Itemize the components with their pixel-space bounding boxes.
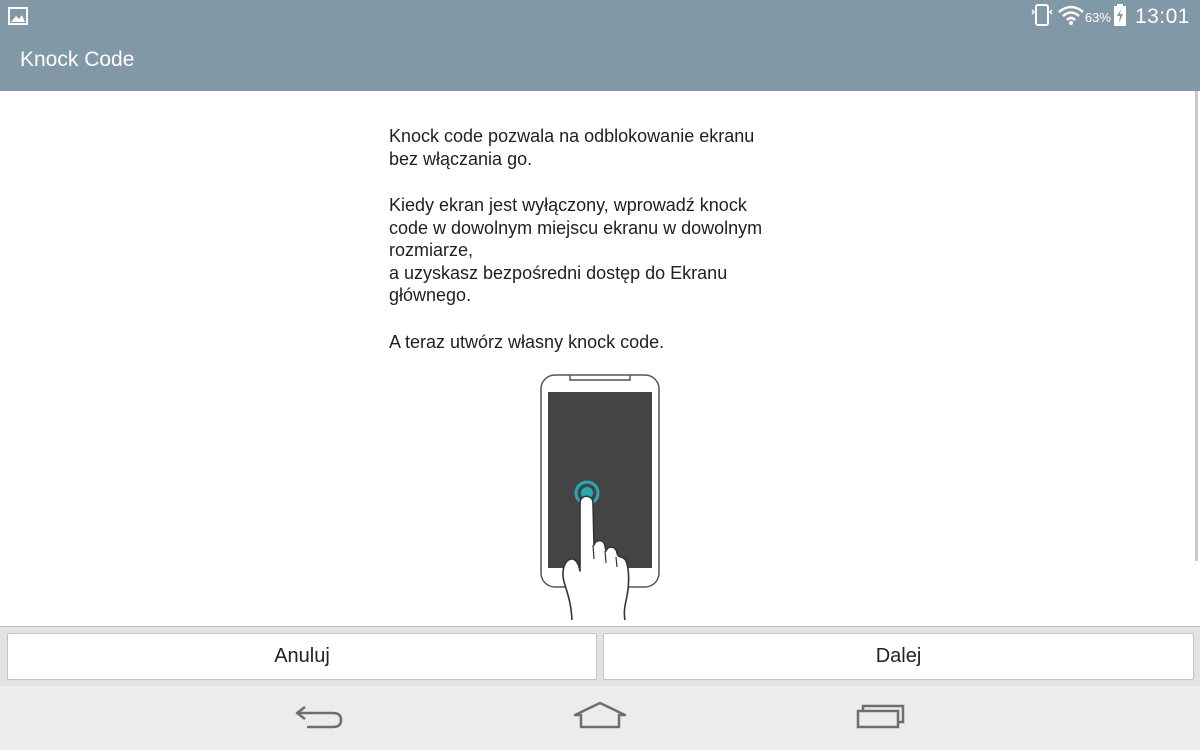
- scrollbar[interactable]: [1195, 91, 1198, 561]
- navigation-bar: [0, 686, 1200, 750]
- recent-apps-icon: [854, 701, 906, 736]
- recent-apps-button[interactable]: [845, 698, 915, 738]
- wifi-icon: [1058, 4, 1084, 31]
- clock: 13:01: [1134, 5, 1190, 28]
- phone-tap-illustration: [538, 373, 668, 626]
- battery-percent: 63%: [1084, 9, 1111, 25]
- instructions-paragraph: Kiedy ekran jest wyłączony, wprowadź knock code w dowolnym miejscu ekranu w dowolnym rozmiarze, a uzyskasz bezpośredni dostęp do Ekranu głównego.: [389, 195, 763, 305]
- vibrate-icon: [1030, 3, 1054, 32]
- cancel-button[interactable]: Anuluj: [7, 633, 597, 680]
- action-bar: [0, 34, 1200, 91]
- back-button[interactable]: [285, 698, 355, 738]
- back-icon: [293, 701, 347, 736]
- status-bar: [0, 0, 1200, 34]
- home-icon: [572, 701, 628, 736]
- status-indicators: [1030, 0, 1190, 34]
- page-title: Knock Code: [20, 48, 135, 71]
- button-bar: [0, 626, 1200, 686]
- description-text: [389, 125, 829, 377]
- prompt-paragraph: A teraz utwórz własny knock code.: [389, 331, 665, 352]
- battery-charging-icon: [1113, 3, 1127, 32]
- home-button[interactable]: [565, 698, 635, 738]
- intro-paragraph: Knock code pozwala na odblokowanie ekranu bez włączania go.: [389, 126, 755, 169]
- gallery-icon: [8, 6, 28, 31]
- content-area[interactable]: [0, 91, 1200, 626]
- next-button[interactable]: Dalej: [603, 633, 1194, 680]
